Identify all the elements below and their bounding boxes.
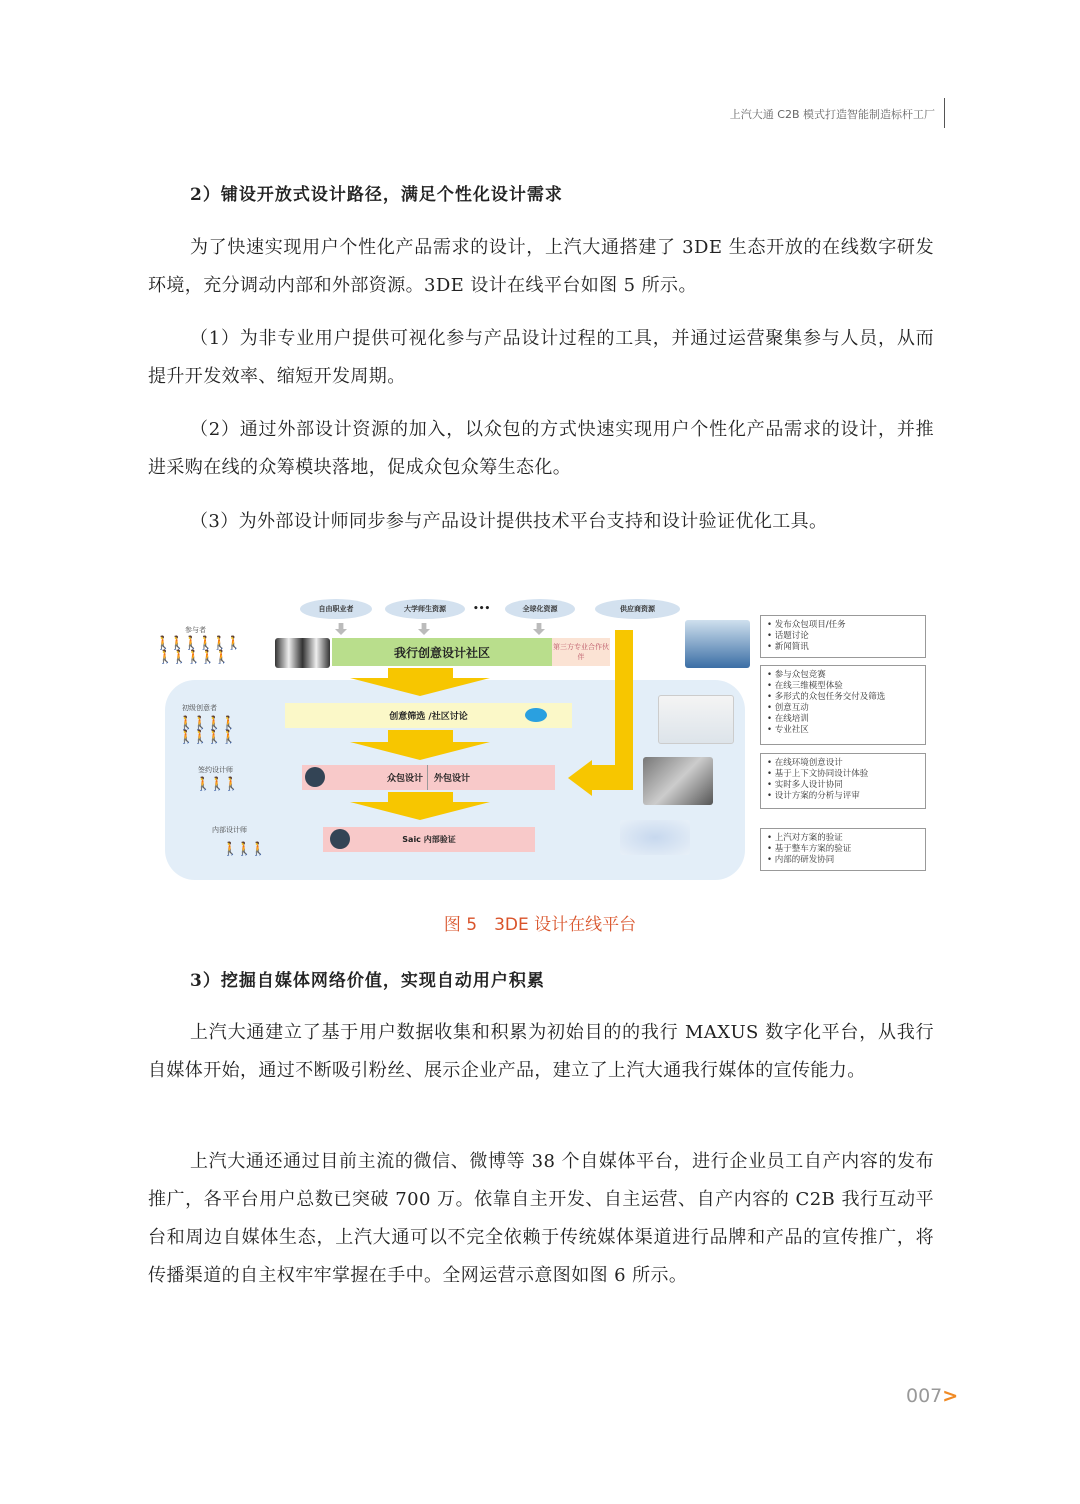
role-label: 签约设计师 xyxy=(198,766,233,774)
header-divider xyxy=(944,98,945,128)
designers-photo xyxy=(275,638,330,668)
people-icon: 🚶🚶🚶 xyxy=(222,842,265,857)
arrow-down-icon xyxy=(418,623,430,635)
running-header: 上汽大通 C2B 模式打造智能制造标杆工厂 xyxy=(729,108,935,121)
arrow-down-icon xyxy=(335,623,347,635)
feedback-arrow xyxy=(590,765,633,790)
paragraph: 上汽大通建立了基于用户数据收集和积累为初始目的的我行 MAXUS 数字化平台，从我行自媒体开始，通过不断吸引粉丝、展示企业产品，建立了上汽大通我行媒体的宣传能力。 xyxy=(148,1022,934,1081)
section-heading: 3）挖掘自媒体网络价值，实现自动用户积累 xyxy=(190,971,545,991)
arrow-down-icon xyxy=(533,623,545,635)
figure-caption: 图 5 3DE 设计在线平台 xyxy=(443,915,637,935)
people-icon: 🚶🚶🚶🚶🚶🚶 🚶🚶🚶🚶🚶 xyxy=(155,636,241,665)
flow-arrow xyxy=(388,792,453,802)
people-icon: 🚶🚶🚶 xyxy=(195,777,238,792)
feature-box: • 上汽对方案的验证 • 基于整车方案的验证 • 内部的研发协同 xyxy=(760,828,926,871)
community-bar: 我行创意设计社区 xyxy=(332,638,552,666)
role-label: 初级创意者 xyxy=(182,704,217,712)
logo-icon xyxy=(330,829,350,849)
crowd-design: 众包设计 xyxy=(302,765,428,790)
vehicle-image xyxy=(620,820,690,855)
outsource-design: 外包设计 xyxy=(428,765,555,790)
resource-ellipse: 大学师生资源 xyxy=(385,599,465,619)
resource-ellipse: 自由职业者 xyxy=(300,599,372,619)
flow-arrow xyxy=(388,668,453,678)
logo-icon xyxy=(305,767,325,787)
internal-verification: Saic 内部验证 xyxy=(323,827,535,852)
screening-bar: 创意筛选 /社区讨论 xyxy=(285,703,572,728)
feature-box: • 参与众包竞赛 • 在线三维模型体验 • 多形式的众包任务交付及筛选 • 创意互动 • 在线培训 • 专业社区 xyxy=(760,665,926,745)
role-label: 参与者 xyxy=(185,626,206,634)
page-number: 007> xyxy=(906,1385,959,1407)
paragraph: 为了快速实现用户个性化产品需求的设计，上汽大通搭建了 3DE 生态开放的在线数字研发环境，充分调动内部和外部资源。3DE 设计在线平台如图 5 所示。 xyxy=(148,237,934,296)
ellipsis: ••• xyxy=(473,604,491,614)
people-icon: 🚶🚶🚶🚶 🚶🚶🚶🚶 xyxy=(178,716,235,745)
platform-screenshot xyxy=(658,695,734,744)
paragraph: 上汽大通还通过目前主流的微信、微博等 38 个自媒体平台，进行企业员工自产内容的发布推广，各平台用户总数已突破 700 万。依靠自主开发、自主运营、自产内容的 C2B 我行互动平台和周边自媒体生态，上汽大通可以不完全依赖于传统媒体渠道进行品牌和产品的宣传推广，将传播渠道的自主权牢牢掌握在手中。全网运营示意图如图 6 所示。 xyxy=(148,1151,934,1286)
arrow-right-icon: > xyxy=(942,1385,959,1407)
resource-ellipse: 供应商资源 xyxy=(595,599,680,619)
paragraph: （2）通过外部设计资源的加入，以众包的方式快速实现用户个性化产品需求的设计，并推进采购在线的众筹模块落地，促成众包众筹生态化。 xyxy=(148,419,934,478)
section-heading: 2）铺设开放式设计路径，满足个性化设计需求 xyxy=(190,185,563,205)
figure-3de-platform xyxy=(150,585,940,885)
feature-box: • 在线环境创意设计 • 基于上下文协同设计体验 • 实时多人设计协同 • 设计方案的分析与评审 xyxy=(760,753,926,809)
feature-box: • 发布众包项目/任务 • 话题讨论 • 新闻简讯 xyxy=(760,615,926,658)
chat-bubble-icon xyxy=(525,708,547,722)
role-label: 内部设计师 xyxy=(212,826,247,834)
community-image xyxy=(685,620,750,668)
design-image xyxy=(643,757,713,805)
resource-ellipse: 全球化资源 xyxy=(505,599,575,619)
paragraph: （3）为外部设计师同步参与产品设计提供技术平台支持和设计验证优化工具。 xyxy=(190,511,828,532)
flow-arrow xyxy=(388,730,453,742)
partner-label: 第三方专业合作伙伴 xyxy=(552,638,610,666)
paragraph: （1）为非专业用户提供可视化参与产品设计过程的工具，并通过运营聚集参与人员，从而提升开发效率、缩短开发周期。 xyxy=(148,328,934,387)
